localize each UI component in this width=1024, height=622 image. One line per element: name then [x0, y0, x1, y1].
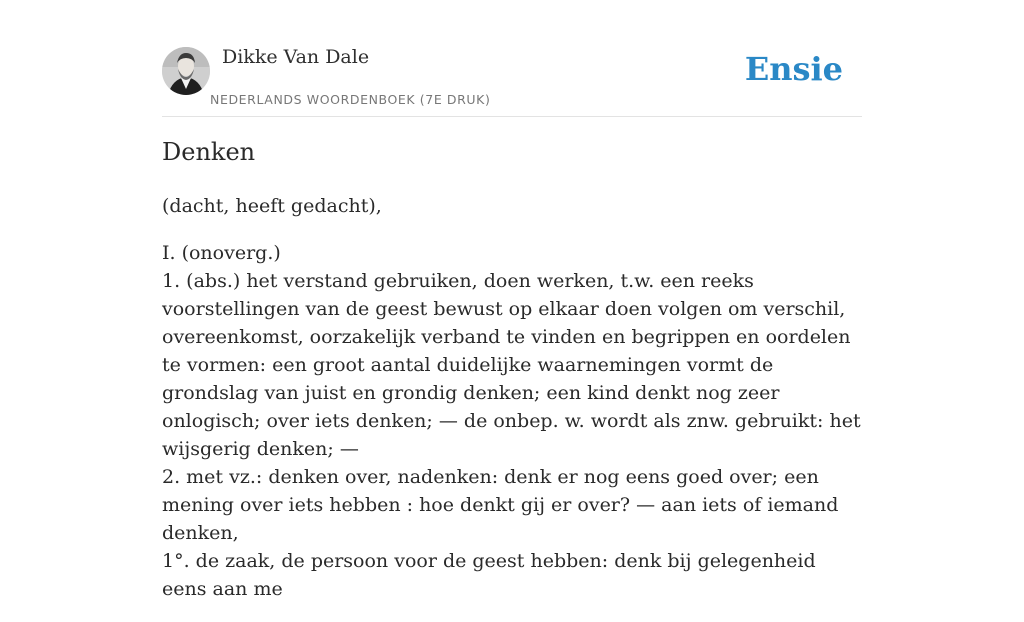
entry-definition — [162, 239, 862, 603]
portrait-image — [162, 47, 210, 95]
brand-logo[interactable]: Ensie — [744, 50, 843, 88]
source-subtitle[interactable]: NEDERLANDS WOORDENBOEK (7E DRUK) — [210, 92, 491, 107]
author-avatar[interactable] — [162, 47, 210, 95]
definition-line: 1. (abs.) het verstand gebruiken, doen werken, t.w. een reeks voorstellingen van de geest bewust op elkaar doen volgen om verschil, overeenkomst, oorzakelijk verband te vinden en begrippen en oordelen te vormen: een groot aantal duidelijke waarnemingen vormt de grondslag van juist en grondig denken; een kind denkt nog zeer onlogisch; over iets denken; — de onbep. w. wordt als znw. gebruikt: het wijsgerig denken; — — [162, 270, 861, 460]
author-name[interactable]: Dikke Van Dale — [222, 46, 370, 68]
definition-line: 1°. de zaak, de persoon voor de geest hebben: denk bij gelegenheid eens aan me — [162, 550, 816, 600]
definition-line: 2. met vz.: denken over, nadenken: denk er nog eens goed over; een mening over iets hebben : hoe denkt gij er over? — aan iets of iemand denken, — [162, 466, 839, 544]
definition-line: I. (onoverg.) — [162, 242, 281, 264]
entry-forms: (dacht, heeft gedacht), — [162, 195, 382, 217]
entry-title: Denken — [162, 138, 256, 166]
entry-content — [162, 192, 862, 622]
site-header — [162, 40, 862, 117]
